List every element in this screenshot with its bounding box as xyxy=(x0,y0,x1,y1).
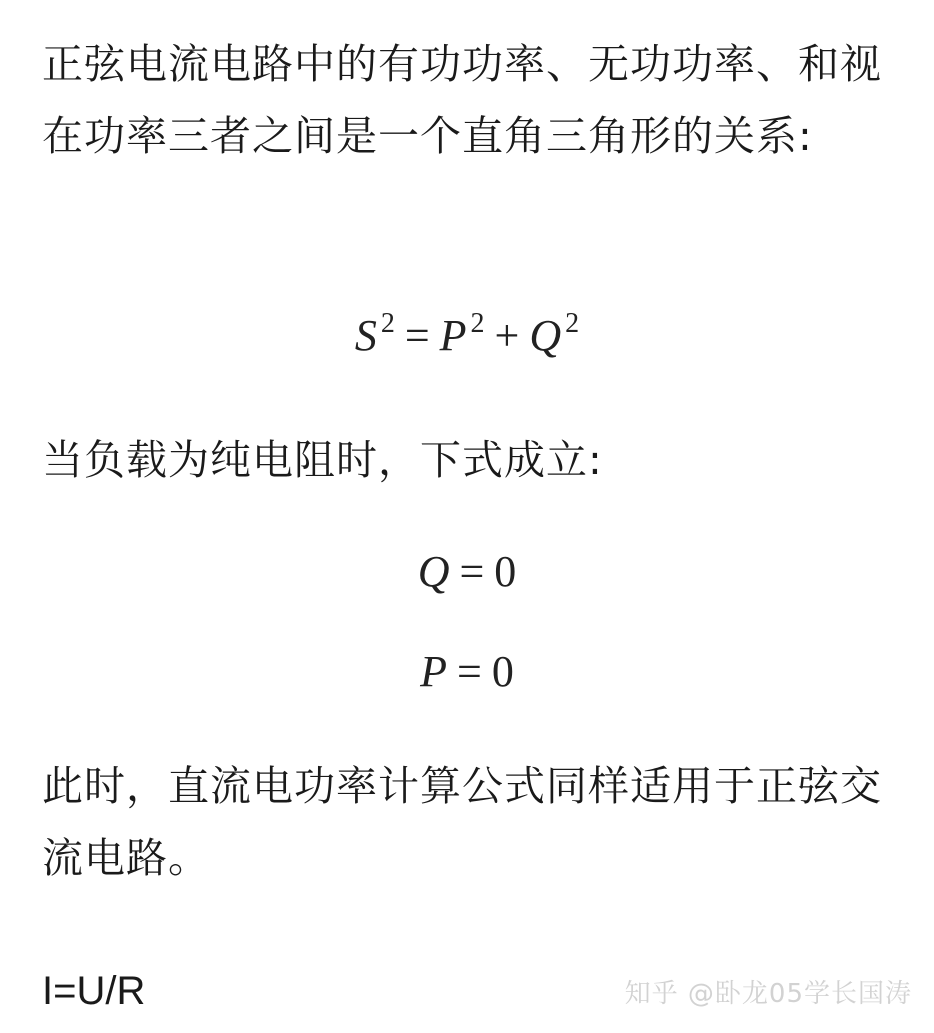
active-power-equation xyxy=(0,644,934,700)
eq3-P: P xyxy=(420,647,448,696)
eq1-S: S xyxy=(354,311,377,360)
eq1-S-exponent: 2 xyxy=(380,308,395,339)
eq2-equals: = xyxy=(459,547,485,596)
ohms-law-formula: I=U/R xyxy=(42,969,146,1013)
reactive-power-zero-equation xyxy=(0,544,934,600)
eq1-equals: = xyxy=(404,311,430,360)
power-triangle-equation xyxy=(0,308,934,364)
eq1-P: P xyxy=(439,311,467,360)
eq2-Q: Q xyxy=(417,547,450,596)
intro-paragraph: 正弦电流电路中的有功功率、无功功率、和视在功率三者之间是一个直角三角形的关系: xyxy=(42,40,882,160)
eq1-P-exponent: 2 xyxy=(470,308,485,339)
eq2-zero: 0 xyxy=(494,547,517,596)
conclusion-paragraph: 此时，直流电功率计算公式同样适用于正弦交流电路。 xyxy=(42,762,882,882)
resistive-load-paragraph: 当负载为纯电阻时，下式成立: xyxy=(42,436,603,484)
eq3-equals: = xyxy=(457,647,482,696)
eq1-Q: Q xyxy=(529,311,562,360)
eq1-Q-exponent: 2 xyxy=(565,308,580,339)
eq1-plus: + xyxy=(494,311,520,360)
eq3-zero: 0 xyxy=(491,647,514,696)
zhihu-watermark: 知乎 @卧龙05学长国涛 xyxy=(624,979,912,1009)
